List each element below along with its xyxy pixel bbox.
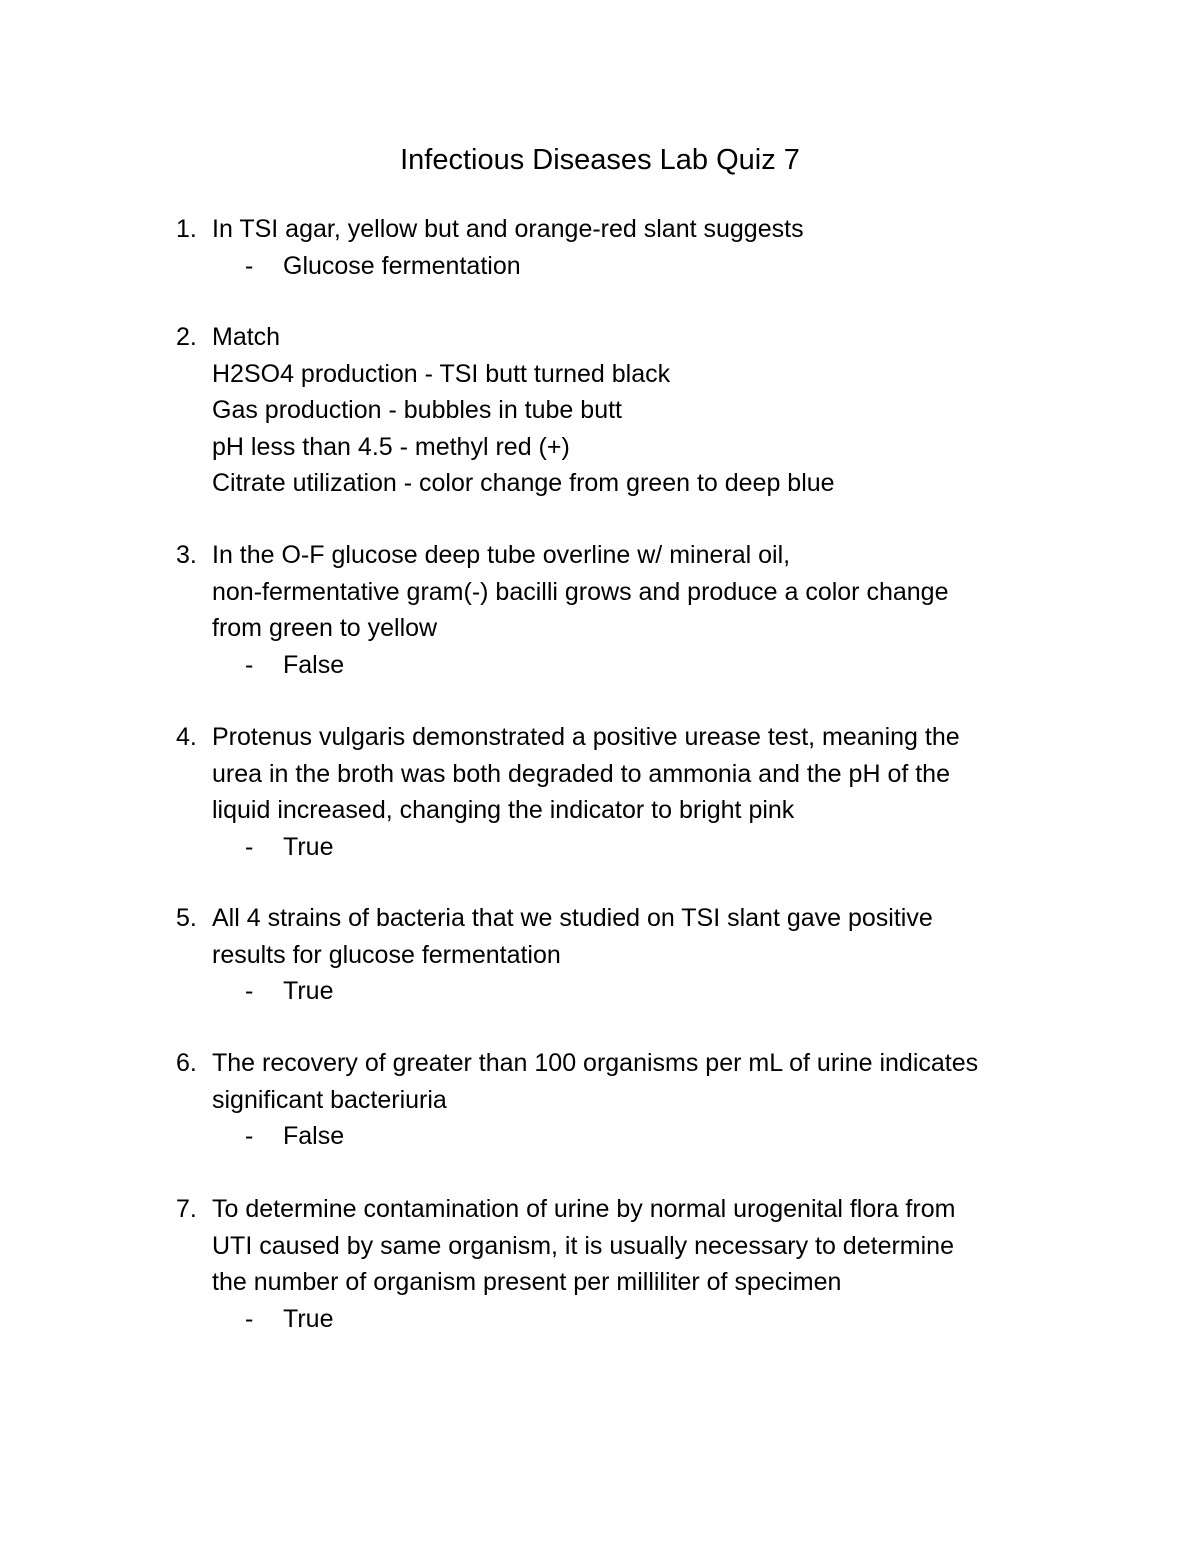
question-number: 4. — [176, 723, 197, 751]
match-item: Citrate utilization - color change from green to deep blue — [212, 469, 835, 497]
answer-text: True — [283, 977, 334, 1005]
question-number: 1. — [176, 215, 197, 243]
question-2 — [0, 319, 1200, 502]
question-text: To determine contamination of urine by normal urogenital flora from — [212, 1195, 956, 1223]
question-5 — [0, 900, 1200, 1010]
question-3 — [0, 537, 1200, 683]
question-7 — [0, 1191, 1200, 1337]
question-text: significant bacteriuria — [212, 1085, 447, 1114]
question-4 — [0, 719, 1200, 865]
question-text: urea in the broth was both degraded to ammonia and the pH of the — [212, 759, 950, 788]
answer-text: False — [283, 1122, 345, 1150]
answer — [0, 973, 1200, 1010]
question-text: UTI caused by same organism, it is usually necessary to determine — [212, 1231, 954, 1260]
answer-dash: - — [245, 832, 254, 861]
question-6 — [0, 1045, 1200, 1155]
question-number: 5. — [176, 904, 197, 932]
answer-dash: - — [245, 251, 254, 280]
answer-dash: - — [245, 1122, 254, 1150]
answer-dash: - — [245, 1304, 254, 1333]
match-item: Gas production - bubbles in tube butt — [212, 396, 622, 424]
question-text: non-fermentative gram(-) bacilli grows and produce a color change — [212, 577, 949, 606]
question-text: In the O-F glucose deep tube overline w/ mineral oil, — [212, 541, 791, 569]
question-text: In TSI agar, yellow but and orange-red slant suggests — [212, 215, 804, 243]
question-number: 2. — [176, 323, 197, 351]
answer — [0, 647, 1200, 684]
match-item: pH less than 4.5 - methyl red (+) — [212, 432, 570, 461]
answer-text: False — [283, 650, 345, 679]
question-text: from green to yellow — [212, 614, 438, 642]
answer-dash: - — [245, 977, 254, 1005]
question-text: All 4 strains of bacteria that we studied on TSI slant gave positive — [212, 904, 933, 932]
question-number: 6. — [176, 1049, 197, 1077]
answer-text: Glucose fermentation — [283, 251, 521, 280]
match-item: H2SO4 production - TSI butt turned black — [212, 359, 671, 388]
page-title: Infectious Diseases Lab Quiz 7 — [400, 144, 800, 176]
question-number: 3. — [176, 541, 197, 569]
question-text: liquid increased, changing the indicator to bright pink — [212, 796, 795, 824]
question-text: results for glucose fermentation — [212, 940, 561, 969]
question-1 — [0, 211, 1200, 284]
answer-dash: - — [245, 650, 254, 679]
answer — [0, 1118, 1200, 1155]
answer-text: True — [283, 1304, 334, 1333]
answer — [0, 248, 1200, 285]
answer — [0, 829, 1200, 866]
question-text: Protenus vulgaris demonstrated a positive urease test, meaning the — [212, 723, 960, 751]
answer-text: True — [283, 832, 334, 861]
question-text: The recovery of greater than 100 organisms per mL of urine indicates — [212, 1049, 979, 1077]
answer — [0, 1301, 1200, 1338]
question-text: the number of organism present per milliliter of specimen — [212, 1268, 842, 1296]
question-number: 7. — [176, 1195, 197, 1223]
question-text: Match — [212, 323, 281, 351]
